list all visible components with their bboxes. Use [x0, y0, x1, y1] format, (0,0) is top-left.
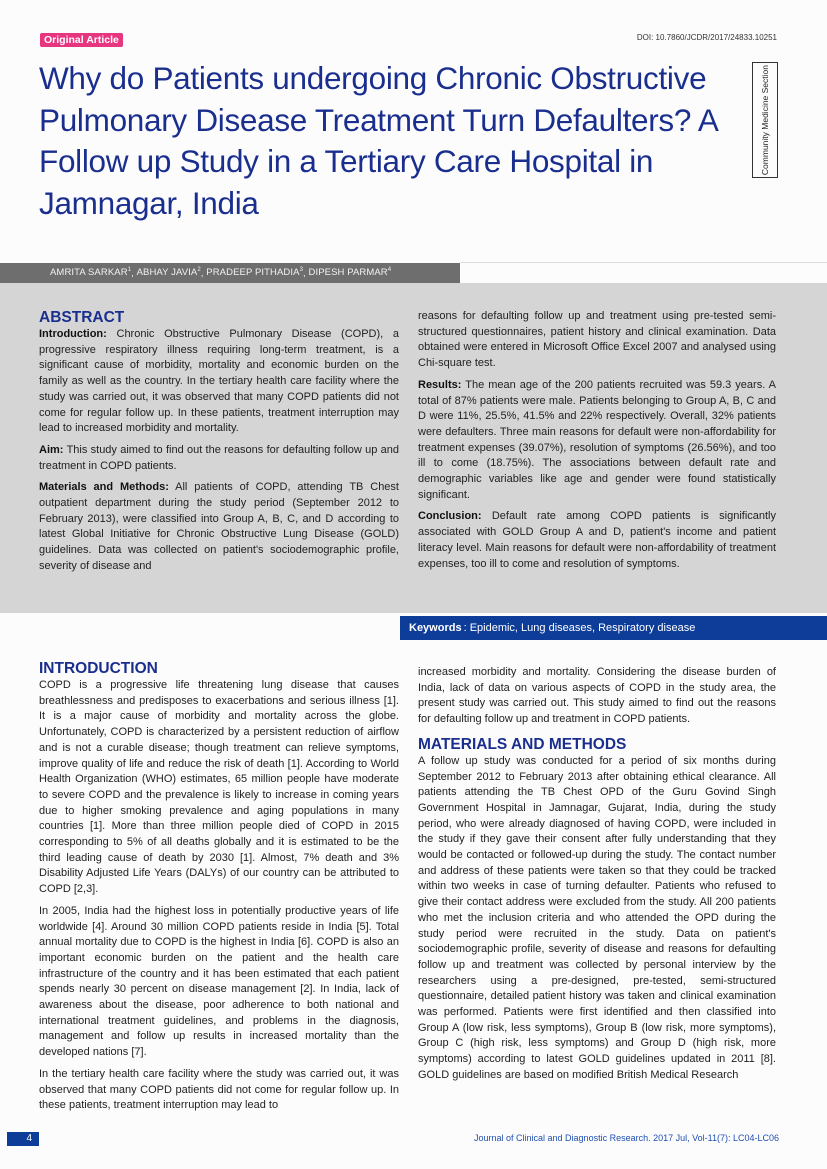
introduction-heading: INTRODUCTION [39, 660, 158, 677]
divider [460, 262, 827, 263]
keywords-bar [400, 616, 827, 640]
materials-methods-heading: MATERIALS AND METHODS [418, 735, 627, 753]
abstract-methods-continued: reasons for defaulting follow up and treatment using pre-tested semi-structured questionnaires, patient history and clinical examination. Data obtained were entered in Microsoft Office Excel 2007 and analysed using Chi-square test. [418, 310, 776, 370]
abstract-left-column [39, 309, 399, 581]
abstract-methods: Materials and Methods: All patients of COPD, attending TB Chest outpatient department during the study period (September 2012 to February 2013), were classified into Group A, B, C, and D according to latest Global Initiative for Chronic Obstructive Lung Disease (GOLD) guidelines. Data was collected on patient's sociodemographic profile, severity of disease and [39, 481, 399, 572]
abstract-introduction: Introduction: Chronic Obstructive Pulmonary Disease (COPD), a progressive respiratory illness requiring long-term treatment, is a significant cause of morbidity, mortality and economic burden on the family as well as the country. In the tertiary health care facility where the study was carried out, it was observed that many COPD patients did not come for regular follow up. In these patients, treatment interruption may lead to increased morbidity and mortality. [39, 328, 399, 435]
keywords-value: : Epidemic, Lung diseases, Respiratory disease [463, 622, 696, 634]
abstract-results: Results: The mean age of the 200 patients recruited was 59.3 years. A total of 87% patients were male. Patients belonging to Group A, B, C and D were 11%, 25.5%, 41.5% and 22% respectively. Overall, 32% patients were defaulters. Three main reasons for default were non-affordability for treatment expenses (39.07%), resolution of symptoms (26.56%), and too ill to come (18.75%). The associations between default rate and demographic variables like age and gender were found statistically significant. [418, 378, 777, 501]
article-type-badge: Original Article [40, 33, 123, 47]
author: ABHAY JAVIA$^2$ [136, 267, 201, 279]
section-tag [752, 62, 778, 178]
paragraph: COPD is a progressive life threatening lung disease that causes breathlessness and predisposes to exacerbations and serious illness [1]. It is a major cause of morbidity and mortality across the globe. Unfortunately, COPD is characterized by a persistent reduction of airflow and is not a curable disease; though treatment can relieve symptoms, improve quality of life and reduce the risk of death [1]. According to World Health Organization (WHO) estimates, 65 million people have moderate to severe COPD and the prevalence is likely to increase in coming years due to higher smoking prevalence and aging populations in many countries [1]. More than three million people died of COPD in 2015 corresponding to 5% of all deaths globally and it is estimated to be the third leading cause of death by 2030 [1]. Almost, 7% death and 3% Disability Adjusted Life Years (DALYs) of our country can be attributed to COPD [2,3]. [39, 679, 399, 896]
abstract-conclusion: Conclusion: Default rate among COPD patients is significantly associated with GOLD Group A and D, patient's income and patient literacy level. Main reasons for default were non-affordability of treatment expenses, too ill to come and resolution of symptoms. [418, 510, 777, 570]
author: DIPESH PARMAR$^4$ [308, 267, 392, 279]
doi[interactable]: DOI: 10.7860/JCDR/2017/24833.10251 [636, 33, 777, 42]
abstract-aim: Aim: This study aimed to find out the reasons for defaulting follow up and treatment in COPD patients. [39, 443, 400, 472]
abstract-right-column [418, 309, 776, 578]
keywords-label: Keywords [409, 622, 462, 634]
author: AMRITA SARKAR$^1$ [50, 267, 132, 279]
journal-reference: Journal of Clinical and Diagnostic Research. 2017 Jul, Vol-11(7): LC04-LC06 [474, 1133, 779, 1143]
author: PRADEEP PITHADIA$^3$ [206, 267, 304, 279]
section-tag-label: Community Medicine Section [760, 64, 770, 176]
page-number: 4 [7, 1132, 39, 1146]
paragraph: A follow up study was conducted for a period of six months during September 2012 to February 2013 after obtaining ethical clearance. All patients attending the TB Chest OPD of the Guru Govind Singh Government Hospital in Jamnagar, Gujarat, India, during the study period, who were already diagnosed of having COPD, were included in the study if they gave their consent after fully understanding that they would be contacted or followed-up during the study. The contact number and address of these patients were taken so that they could be tracked within two weeks in case of turning defaulter. Patients who refused to give their contact address were excluded from the study. All 200 patients who met the inclusion criteria and who attended the OPD during the study period were recruited in the study. Data on patient's sociodemographic profile, severity of disease and reasons for defaulting follow up and treatment was collected by personal interview by the researchers using a pre-designed, pre-tested, semi-structured questionnaire, detailed patient history was taken and clinical examination was performed. Patients were first identified and then classified into Group A (low risk, less symptoms), Group B (low risk, more symptoms), Group C (high risk, less symptoms) and Group D (high risk, more symptoms) according to latest GOLD guidelines updated in 2011 [8]. GOLD guidelines are based on modified British Medical Research [418, 754, 776, 1081]
paragraph: In the tertiary health care facility where the study was carried out, it was observed that many COPD patients did not come for regular follow up. In these patients, treatment interruption may lead to [39, 1067, 399, 1112]
article-title: Why do Patients undergoing Chronic Obstructive Pulmonary Disease Treatment Turn Defaulters? A Follow up Study in a Tertiary Care Hospital in Jamnagar, India [39, 60, 717, 221]
paragraph: In 2005, India had the highest loss in potentially productive years of life worldwide [4]. Around 30 million COPD patients reside in India [5]. Total annual mortality due to COPD is the highest in India [6]. COPD is also an important economic burden on the patient and the health care infrastructure of the country and it has been estimated that each patient spends nearly 30 percent on disease management [2]. In India, lack of awareness about the disease, poor adherence to both national and international treatment guidelines, and problems in the diagnosis, management and follow up results in increased mortality than the developed nations [7]. [39, 904, 399, 1059]
authors-bar: AMRITA SARKAR$^1$ , ABHAY JAVIA$^2$ , PRADEEP PITHADIA$^3$ , DIPESH PARMAR$^4$ [0, 263, 460, 283]
body-right-column [418, 665, 776, 1090]
abstract-heading: ABSTRACT [39, 309, 125, 326]
body-left-column [39, 660, 399, 1120]
paragraph: increased morbidity and mortality. Considering the disease burden of India, lack of data on various aspects of COPD in the study area, the present study was carried out. This study aimed to find out the reasons for defaulting follow up and treatment in COPD patients. [418, 666, 776, 726]
